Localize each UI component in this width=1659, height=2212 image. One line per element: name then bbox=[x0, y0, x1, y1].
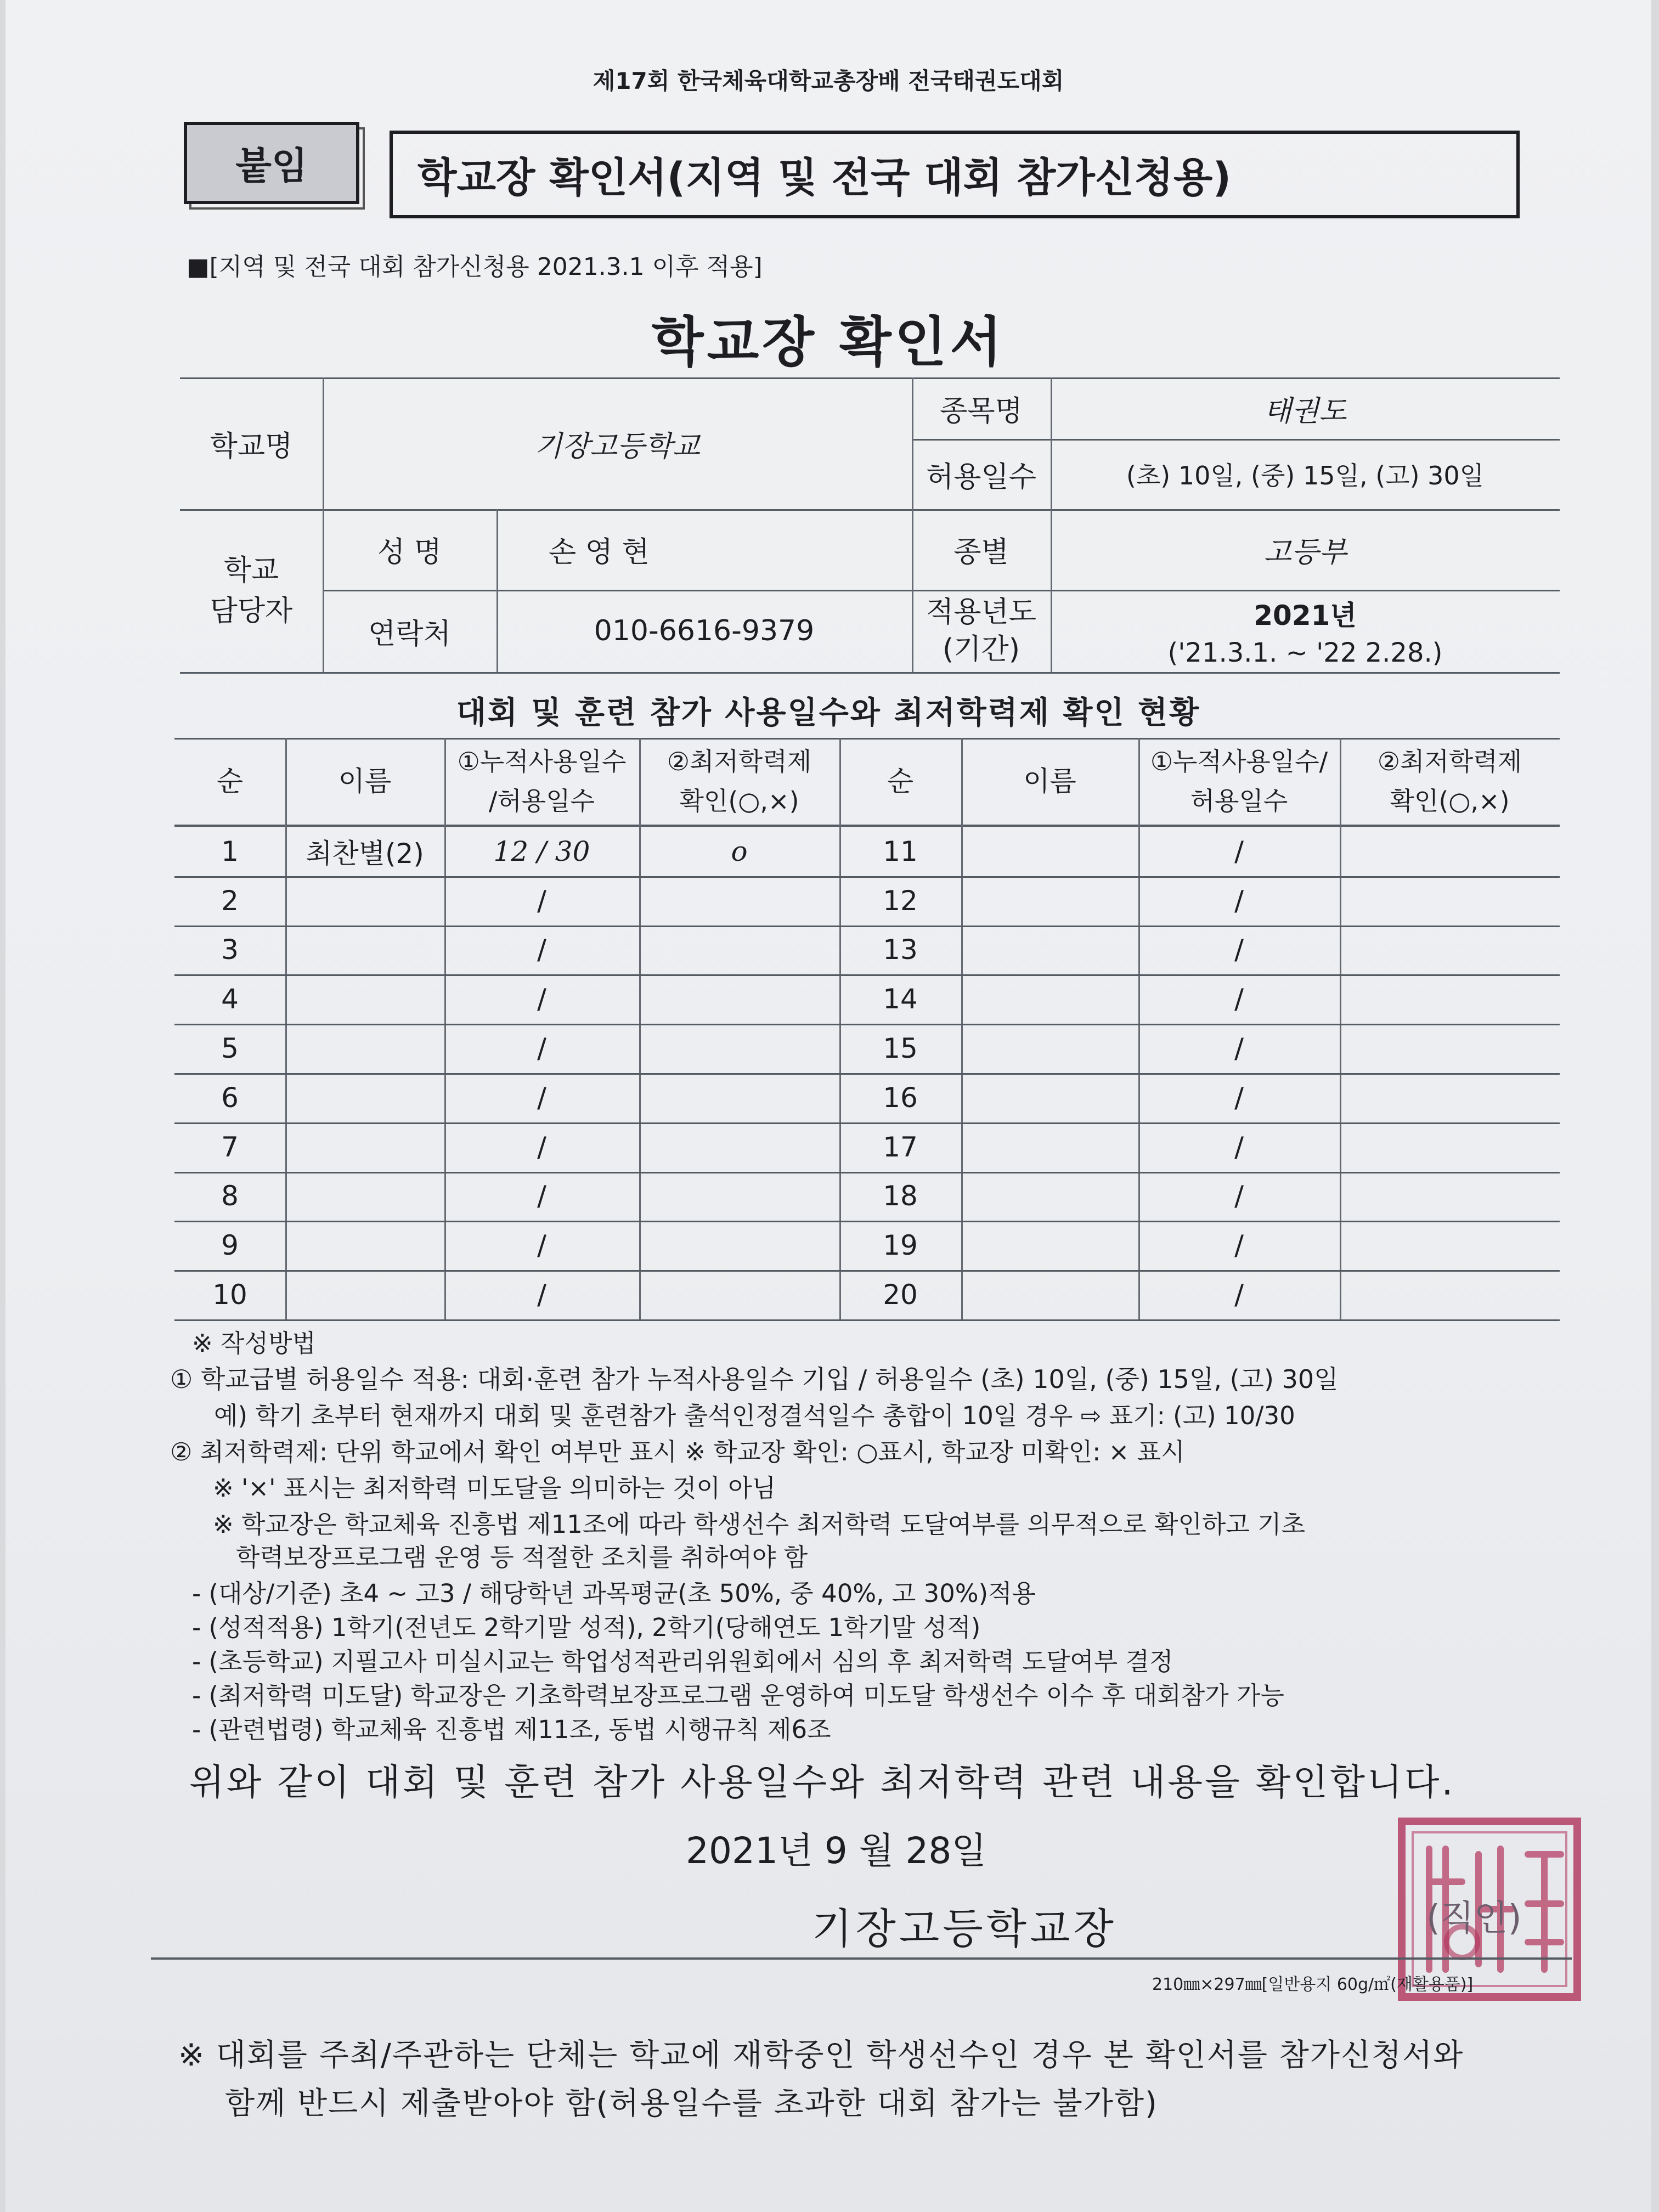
cell-days: / bbox=[1234, 884, 1244, 917]
cell-days: / bbox=[1234, 1279, 1244, 1311]
note-line: - (최저학력 미도달) 학교장은 기초학력보장프로그램 운영하여 미도달 학생선수 이수 후 대회참가 가능 bbox=[192, 1681, 1284, 1710]
note-line: ② 최저학력제: 단위 학교에서 확인 여부만 표시 ※ 학교장 확인: ○표시, 학교장 미확인: × 표시 bbox=[170, 1437, 1185, 1466]
rule bbox=[151, 1957, 1572, 1960]
cell-name bbox=[961, 827, 1138, 876]
cell-no: 19 bbox=[883, 1229, 918, 1262]
cell-name bbox=[285, 926, 444, 975]
contact-value: 010-6616-9379 bbox=[594, 614, 815, 647]
col-header-no-right: 순 bbox=[887, 765, 914, 797]
cell-no: 18 bbox=[883, 1180, 918, 1212]
cell-name bbox=[285, 1073, 444, 1122]
cell-name: 최찬별(2) bbox=[306, 837, 424, 870]
cell-days: / bbox=[537, 1180, 546, 1212]
cell-no: 17 bbox=[883, 1131, 918, 1163]
cell-no: 2 bbox=[221, 884, 239, 917]
cell-name bbox=[961, 1122, 1138, 1172]
note-line: - (대상/기준) 초4 ~ 고3 / 해당학년 과목평균(초 50%, 중 40%, 고 30%)적용 bbox=[192, 1579, 1036, 1608]
principal-name: 기장고등학교장 bbox=[812, 1904, 1117, 1953]
section-title: 대회 및 훈련 참가 사용일수와 최저학력제 확인 현황 bbox=[456, 695, 1201, 731]
cell-name bbox=[285, 974, 444, 1024]
note-line: - (관련법령) 학교체육 진흥법 제11조, 동법 시행규칙 제6조 bbox=[192, 1715, 831, 1744]
cell-days: / bbox=[537, 1279, 546, 1311]
cell-check bbox=[639, 1024, 839, 1073]
cell-name bbox=[285, 1270, 444, 1319]
event-header: 제17회 한국체육대학교총장배 전국태권도대회 bbox=[592, 67, 1064, 94]
cell-days: / bbox=[1234, 934, 1244, 966]
cell-check bbox=[1340, 1270, 1560, 1319]
cell-check bbox=[639, 1221, 839, 1270]
year-label: 적용년도 (기간) bbox=[926, 596, 1036, 666]
year-value: 2021년 bbox=[1254, 600, 1357, 631]
cell-check bbox=[639, 1073, 839, 1122]
cell-name bbox=[961, 876, 1138, 926]
cell-check bbox=[1340, 1221, 1560, 1270]
cell-name bbox=[961, 974, 1138, 1024]
cell-name bbox=[285, 1024, 444, 1073]
cell-no: 13 bbox=[883, 934, 918, 966]
cell-no: 11 bbox=[883, 835, 918, 867]
cell-check bbox=[639, 926, 839, 975]
cell-check bbox=[1340, 827, 1560, 876]
col-header-no: 순 bbox=[216, 765, 244, 797]
cell-no: 9 bbox=[221, 1229, 239, 1262]
cell-name bbox=[285, 1221, 444, 1270]
cell-check bbox=[1340, 926, 1560, 975]
cell-name bbox=[961, 1024, 1138, 1073]
col-header-days-right: ①누적사용일수/ 허용일수 bbox=[1150, 747, 1328, 816]
school-value: 기장고등학교 bbox=[534, 430, 700, 463]
cell-check bbox=[639, 1122, 839, 1172]
cell-days: / bbox=[537, 983, 546, 1015]
cell-check bbox=[639, 974, 839, 1024]
cell-check bbox=[639, 1172, 839, 1221]
cell-check bbox=[1340, 1073, 1560, 1122]
note-line: 예) 학기 초부터 현재까지 대회 및 훈련참가 출석인정결석일수 총합이 10일 경우 ⇨ 표기: (고) 10/30 bbox=[214, 1401, 1295, 1430]
event-label: 종목명 bbox=[940, 394, 1023, 428]
notice-line: ■[지역 및 전국 대회 참가신청용 2021.3.1 이후 적용] bbox=[187, 253, 763, 281]
doc-title: 학교장 확인서 bbox=[651, 311, 1006, 374]
cell-no: 12 bbox=[883, 884, 918, 917]
cell-days: / bbox=[537, 934, 546, 966]
seal-label: (직인) bbox=[1426, 1898, 1522, 1939]
cell-check bbox=[639, 876, 839, 926]
note-line: - (초등학교) 지필고사 미실시교는 학업성적관리위원회에서 심의 후 최저학력 도달여부 결정 bbox=[192, 1647, 1173, 1676]
note-line: ※ 작성방법 bbox=[192, 1329, 316, 1358]
cell-name bbox=[285, 1122, 444, 1172]
cell-check bbox=[1340, 876, 1560, 926]
cell-name bbox=[961, 926, 1138, 975]
cell-no: 8 bbox=[221, 1180, 239, 1212]
manager-label: 학교 담당자 bbox=[210, 554, 293, 628]
footer-note: 함께 반드시 제출받아야 함(허용일수를 초과한 대회 참가는 불가함) bbox=[225, 2086, 1158, 2121]
cell-days: / bbox=[1234, 983, 1244, 1015]
document-page bbox=[5, 0, 1651, 2212]
cell-check bbox=[1340, 1024, 1560, 1073]
note-line: - (성적적용) 1학기(전년도 2학기말 성적), 2학기(당해연도 1학기말 성적) bbox=[192, 1613, 981, 1642]
name-value: 손 영 현 bbox=[549, 536, 650, 569]
rule bbox=[180, 672, 1560, 674]
cell-name bbox=[961, 1073, 1138, 1122]
cell-days: / bbox=[1234, 835, 1244, 867]
allowed-label: 허용일수 bbox=[926, 460, 1036, 494]
allowed-value: (초) 10일, (중) 15일, (고) 30일 bbox=[1126, 461, 1485, 490]
cell-days: / bbox=[537, 884, 546, 917]
col-header-name-right: 이름 bbox=[1023, 765, 1076, 797]
col-header-name: 이름 bbox=[338, 765, 392, 797]
footer-note: ※ 대회를 주최/주관하는 단체는 학교에 재학중인 학생선수인 경우 본 확인서를 참가신청서와 bbox=[178, 2038, 1464, 2073]
cell-name bbox=[961, 1270, 1138, 1319]
cell-no: 14 bbox=[883, 983, 918, 1015]
cell-days: / bbox=[537, 1131, 546, 1163]
cell-no: 3 bbox=[221, 934, 239, 966]
cell-days: / bbox=[1234, 1229, 1244, 1262]
cell-days: / bbox=[537, 1229, 546, 1262]
cell-check: o bbox=[731, 835, 748, 867]
cell-days: / bbox=[1234, 1081, 1244, 1114]
paper-spec: 210㎜×297㎜[일반용지 60g/㎡(재활용품)] bbox=[1152, 1975, 1474, 1994]
col-header-check-right: ②최저학력제 확인(○,×) bbox=[1377, 747, 1522, 816]
cell-no: 15 bbox=[883, 1032, 918, 1065]
school-label: 학교명 bbox=[210, 430, 293, 463]
note-line: ※ 학교장은 학교체육 진흥법 제11조에 따라 학생선수 최저학력 도달여부를 의무적으로 확인하고 기초 bbox=[213, 1510, 1306, 1539]
name-label: 성 명 bbox=[377, 536, 442, 569]
cell-days: / bbox=[537, 1081, 546, 1114]
cell-no: 20 bbox=[883, 1279, 918, 1311]
cell-days: / bbox=[537, 1032, 546, 1065]
note-line: ※ '×' 표시는 최저학력 미도달을 의미하는 것이 아님 bbox=[213, 1474, 776, 1503]
confirm-statement: 위와 같이 대회 및 훈련 참가 사용일수와 최저학력 관련 내용을 확인합니다. bbox=[189, 1761, 1455, 1803]
cell-check bbox=[1340, 1122, 1560, 1172]
cell-name bbox=[285, 876, 444, 926]
cell-no: 7 bbox=[221, 1131, 239, 1163]
cell-days: / bbox=[1234, 1131, 1244, 1163]
division-value: 고등부 bbox=[1263, 536, 1347, 569]
cell-days: 12 / 30 bbox=[493, 835, 590, 867]
note-line: 학력보장프로그램 운영 등 적절한 조치를 취하여야 함 bbox=[236, 1543, 808, 1572]
col-header-check: ②최저학력제 확인(○,×) bbox=[667, 747, 812, 816]
cell-check bbox=[1340, 1172, 1560, 1221]
cell-no: 16 bbox=[883, 1081, 918, 1114]
cell-no: 6 bbox=[221, 1081, 239, 1114]
col-header-days: ①누적사용일수 /허용일수 bbox=[457, 747, 627, 816]
note-line: ① 학교급별 허용일수 적용: 대회·훈련 참가 누적사용일수 기입 / 허용일수 (초) 10일, (중) 15일, (고) 30일 bbox=[170, 1364, 1339, 1394]
cell-check bbox=[639, 1270, 839, 1319]
year-period: ('21.3.1. ~ '22 2.28.) bbox=[1167, 637, 1443, 668]
rule bbox=[174, 1319, 1560, 1321]
cell-days: / bbox=[1234, 1180, 1244, 1212]
cell-no: 5 bbox=[221, 1032, 239, 1065]
cell-days: / bbox=[1234, 1032, 1244, 1065]
cell-name bbox=[961, 1172, 1138, 1221]
event-value: 태권도 bbox=[1263, 394, 1347, 428]
cell-name bbox=[961, 1221, 1138, 1270]
cell-no: 4 bbox=[221, 983, 239, 1015]
confirm-date: 2021년 9 월 28일 bbox=[686, 1830, 987, 1872]
attachment-label: 붙임 bbox=[184, 122, 359, 204]
contact-label: 연락처 bbox=[368, 617, 451, 651]
division-label: 종별 bbox=[953, 536, 1009, 569]
cell-no: 1 bbox=[221, 835, 239, 867]
cell-name bbox=[285, 1172, 444, 1221]
cell-no: 10 bbox=[212, 1279, 247, 1311]
year-cell bbox=[1051, 590, 1560, 672]
cell-check bbox=[1340, 974, 1560, 1024]
form-title: 학교장 확인서(지역 및 전국 대회 참가신청용) bbox=[390, 131, 1520, 218]
